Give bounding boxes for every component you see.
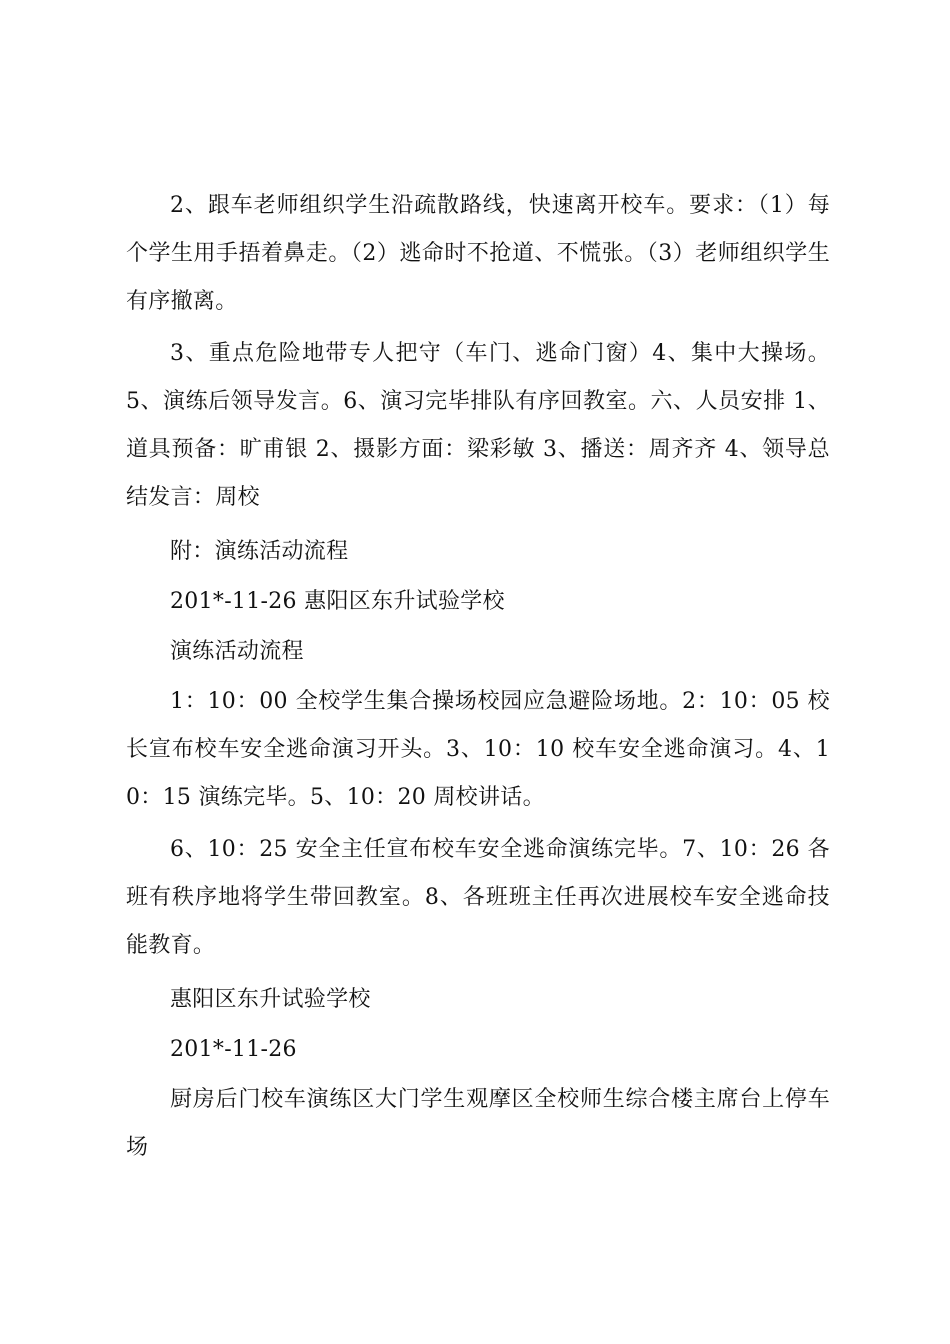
paragraph-flow-steps-1: 1：10：00 全校学生集合操场校园应急避险场地。2：10：05 校长宣布校车安全逃命演习开头。3、10：10 校车安全逃命演习。4、10：15 演练完毕。5、10：20 周校讲话。 bbox=[126, 689, 830, 810]
paragraph-flow-heading: 演练活动流程 bbox=[170, 639, 304, 664]
paragraph-date: 201*-11-26 bbox=[170, 1037, 297, 1062]
paragraph-school-name: 惠阳区东升试验学校 bbox=[170, 987, 371, 1012]
paragraph-appendix-title: 附：演练活动流程 bbox=[170, 539, 349, 564]
paragraph-flow-steps-2: 6、10：25 安全主任宣布校车安全逃命演练完毕。7、10：26 各班有秩序地将学生带回教室。8、各班班主任再次进展校车安全逃命技能教育。 bbox=[126, 837, 830, 958]
paragraph-personnel-arrangement: 3、重点危险地带专人把守（车门、逃命门窗）4、集中大操场。5、演练后领导发言。6、演习完毕排队有序回教室。六、人员安排 1、道具预备：旷甫银 2、摄影方面：梁彩敏 3、播送：周齐齐 4、领导总结发言：周校 bbox=[126, 341, 830, 510]
paragraph-area-labels: 厨房后门校车演练区大门学生观摩区全校师生综合楼主席台上停车场 bbox=[126, 1087, 830, 1160]
paragraph-evacuation-steps: 2、跟车老师组织学生沿疏散路线，快速离开校车。要求：（1）每个学生用手捂着鼻走。（2）逃命时不抢道、不慌张。（3）老师组织学生有序撤离。 bbox=[126, 193, 830, 314]
paragraph-date-school: 201*-11-26 惠阳区东升试验学校 bbox=[170, 589, 505, 614]
